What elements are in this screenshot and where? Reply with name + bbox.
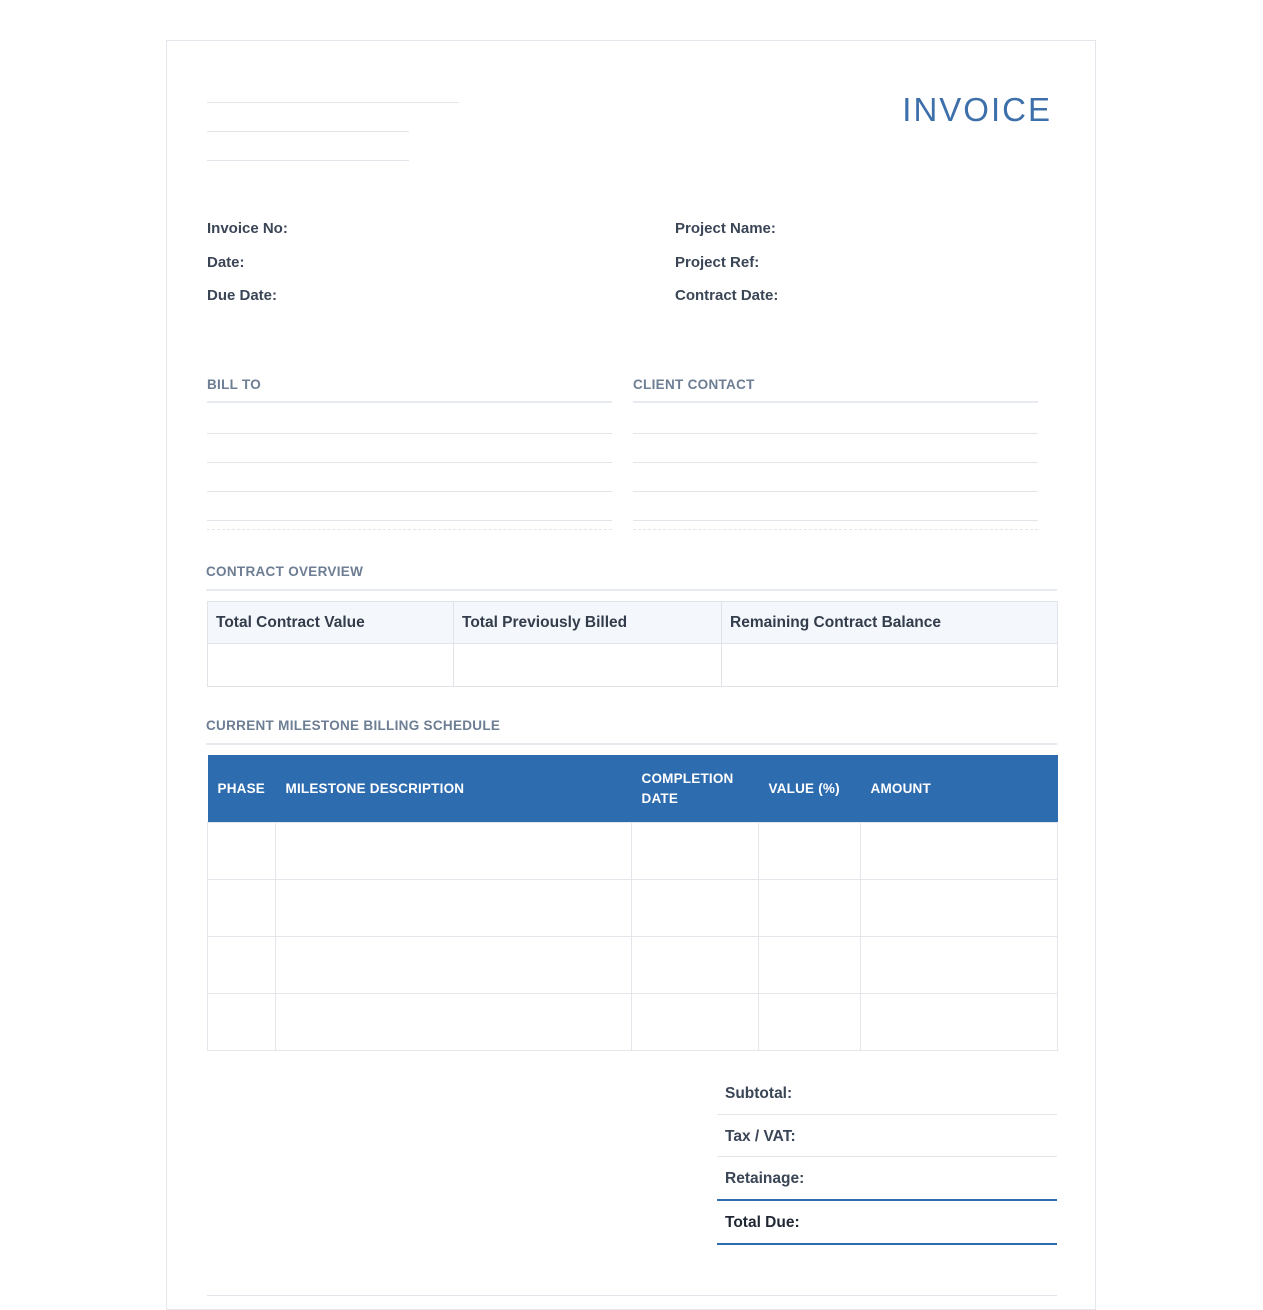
bill-to-line — [207, 462, 612, 463]
client-contact-heading: CLIENT CONTACT — [633, 377, 755, 392]
total-previously-billed-header: Total Previously Billed — [454, 602, 722, 644]
bill-to-line — [207, 520, 612, 521]
subtotal-label: Subtotal: — [725, 1085, 793, 1102]
client-contact-line — [633, 520, 1038, 521]
description-cell[interactable] — [276, 823, 632, 880]
phase-cell[interactable] — [208, 823, 276, 880]
total-contract-value-cell[interactable] — [208, 644, 454, 687]
client-contact-rule — [633, 401, 1038, 403]
milestone-schedule-heading: CURRENT MILESTONE BILLING SCHEDULE — [206, 718, 501, 733]
invoice-no-label: Invoice No: — [207, 220, 288, 237]
completion-date-cell[interactable] — [632, 994, 759, 1051]
contract-overview-heading: CONTRACT OVERVIEW — [206, 564, 364, 579]
tax-divider — [717, 1156, 1057, 1157]
completion-date-header: COMPLETION DATE — [632, 755, 759, 823]
amount-cell[interactable] — [861, 937, 1058, 994]
description-cell[interactable] — [276, 937, 632, 994]
subtotal-divider — [717, 1114, 1057, 1115]
invoice-page — [166, 40, 1096, 1310]
client-contact-dashed-line — [633, 529, 1038, 530]
table-row — [208, 880, 1058, 937]
company-contact-line — [207, 160, 409, 161]
remaining-contract-balance-cell[interactable] — [722, 644, 1058, 687]
milestone-table — [207, 755, 1058, 1051]
bill-to-line — [207, 433, 612, 434]
remaining-contract-balance-header: Remaining Contract Balance — [722, 602, 1058, 644]
bill-to-line — [207, 491, 612, 492]
table-row — [208, 994, 1058, 1051]
project-name-label: Project Name: — [675, 220, 776, 237]
total-previously-billed-cell[interactable] — [454, 644, 722, 687]
date-label: Date: — [207, 254, 245, 271]
contract-overview-table — [207, 601, 1058, 687]
value-cell[interactable] — [759, 937, 861, 994]
description-cell[interactable] — [276, 880, 632, 937]
contract-overview-rule — [206, 589, 1057, 591]
phase-header: PHASE — [208, 755, 276, 823]
phase-cell[interactable] — [208, 994, 276, 1051]
bill-to-heading: BILL TO — [207, 377, 262, 392]
client-contact-line — [633, 462, 1038, 463]
tax-label: Tax / VAT: — [725, 1128, 796, 1145]
value-percent-header: VALUE (%) — [759, 755, 861, 823]
contract-date-label: Contract Date: — [675, 287, 779, 304]
client-contact-line — [633, 491, 1038, 492]
completion-date-cell[interactable] — [632, 823, 759, 880]
client-contact-line — [633, 433, 1038, 434]
bill-to-dashed-line — [207, 529, 612, 530]
milestone-schedule-rule — [206, 743, 1057, 745]
company-address-line — [207, 131, 409, 132]
amount-cell[interactable] — [861, 823, 1058, 880]
total-due-bottom-rule — [717, 1243, 1057, 1245]
due-date-label: Due Date: — [207, 287, 278, 304]
amount-cell[interactable] — [861, 880, 1058, 937]
project-ref-label: Project Ref: — [675, 254, 760, 271]
total-due-label: Total Due: — [725, 1214, 800, 1231]
milestone-description-header: MILESTONE DESCRIPTION — [276, 755, 632, 823]
retainage-label: Retainage: — [725, 1170, 805, 1187]
amount-header: AMOUNT — [861, 755, 1058, 823]
table-row — [208, 823, 1058, 880]
table-row — [208, 937, 1058, 994]
invoice-title: INVOICE — [902, 91, 1052, 128]
total-due-top-rule — [717, 1199, 1057, 1201]
completion-date-cell[interactable] — [632, 880, 759, 937]
bill-to-rule — [207, 401, 612, 403]
amount-cell[interactable] — [861, 994, 1058, 1051]
completion-date-cell[interactable] — [632, 937, 759, 994]
company-name-line — [207, 102, 459, 103]
description-cell[interactable] — [276, 994, 632, 1051]
total-contract-value-header: Total Contract Value — [208, 602, 454, 644]
value-cell[interactable] — [759, 994, 861, 1051]
phase-cell[interactable] — [208, 880, 276, 937]
value-cell[interactable] — [759, 823, 861, 880]
phase-cell[interactable] — [208, 937, 276, 994]
value-cell[interactable] — [759, 880, 861, 937]
